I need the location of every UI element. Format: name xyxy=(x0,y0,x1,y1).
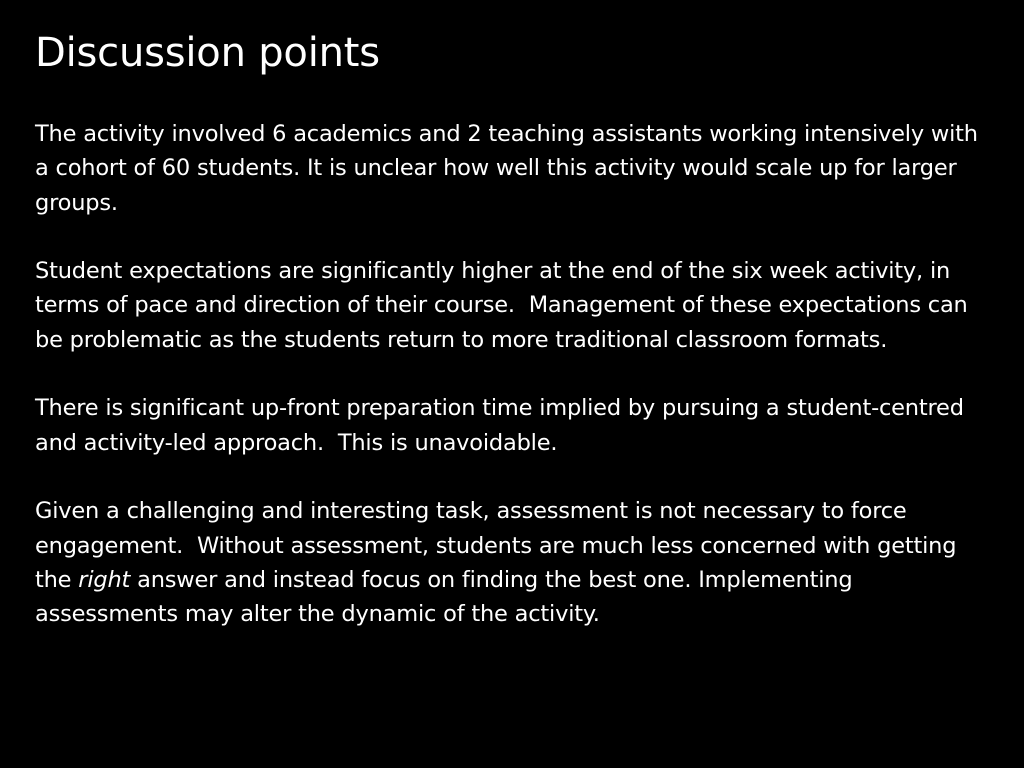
paragraph-text-before: Given a challenging and interesting task, assessment is not necessary to force engagement. Without assessment, students are much less concerned with getting the xyxy=(35,498,964,593)
paragraph-scale xyxy=(35,117,985,220)
paragraph-assessment xyxy=(35,494,985,631)
paragraph-text-after: answer and instead focus on finding the best one. Implementing assessments may alter the dynamic of the activity. xyxy=(35,566,860,628)
slide-body xyxy=(35,117,985,631)
emphasis-right: right xyxy=(78,566,131,593)
paragraph-text: There is significant up-front preparation time implied by pursuing a student-centred and activity-led approach. This is unavoidable. xyxy=(35,395,971,456)
slide-title: Discussion points xyxy=(35,30,380,76)
paragraph-text: The activity involved 6 academics and 2 teaching assistants working intensively with a cohort of 60 students. It is unclear how well this activity would scale up for larger groups. xyxy=(35,121,985,216)
paragraph-text: Student expectations are significantly higher at the end of the six week activity, in terms of pace and direction of their course. Management of these expectations can be problematic as the students return to more traditional classroom formats. xyxy=(35,258,975,353)
paragraph-preparation xyxy=(35,391,985,460)
paragraph-expectations xyxy=(35,254,985,357)
